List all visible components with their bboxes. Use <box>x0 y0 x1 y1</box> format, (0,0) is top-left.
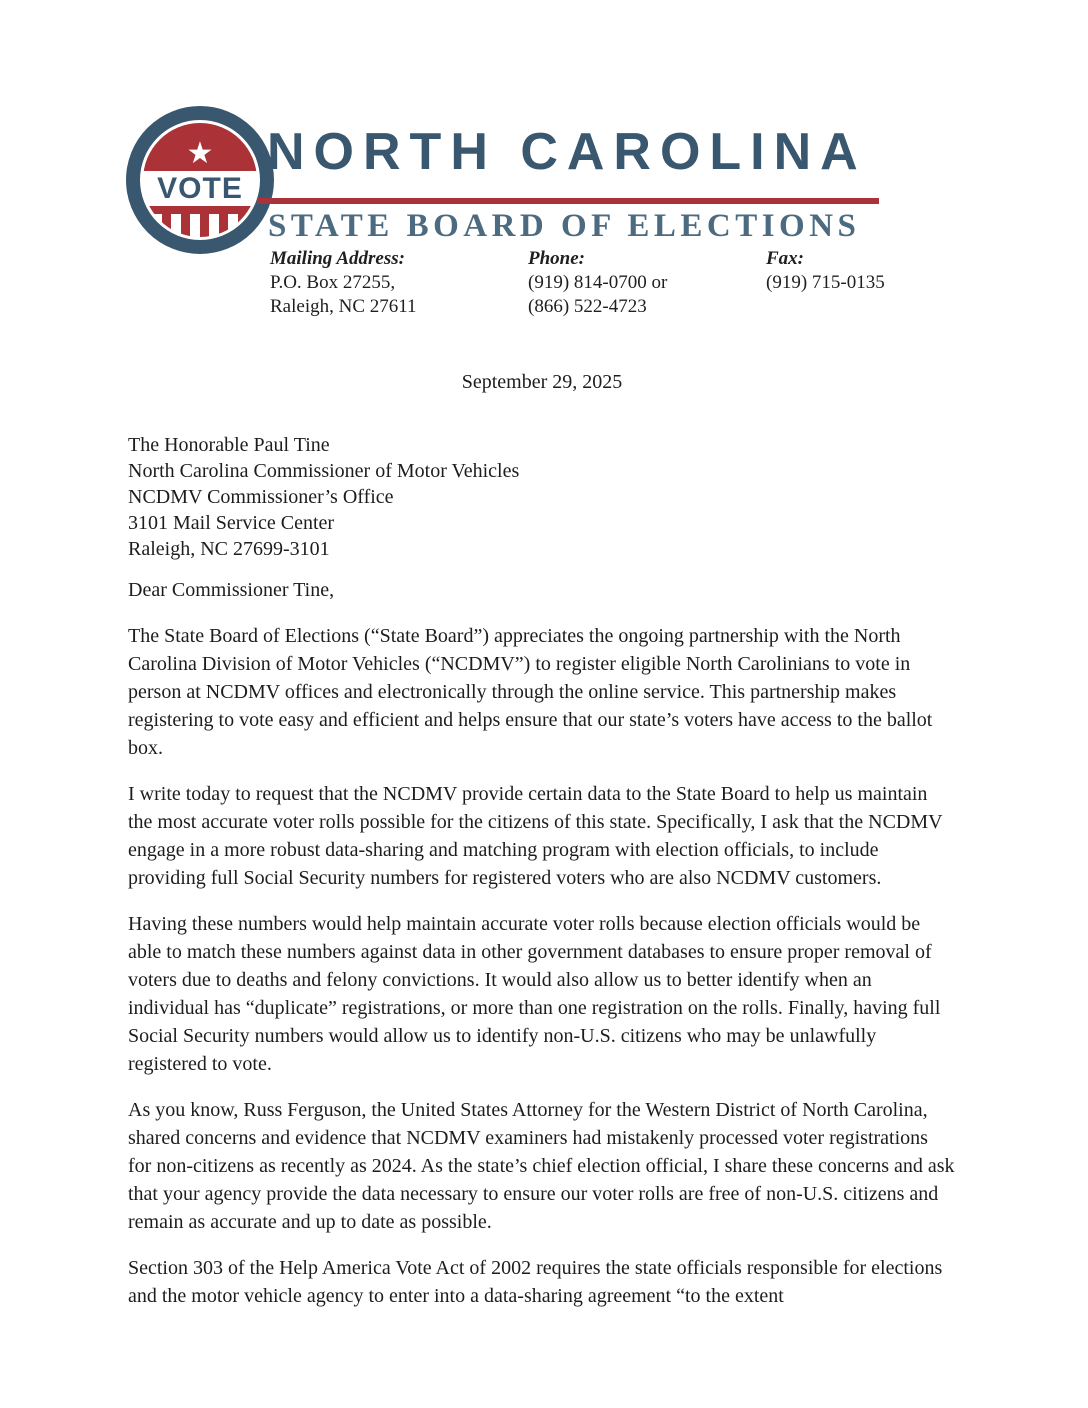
letter-date: September 29, 2025 <box>461 371 623 393</box>
mailing-address-label: Mailing Address: <box>270 248 405 269</box>
mailing-address-line: P.O. Box 27255, <box>270 272 396 293</box>
paragraph-5: Section 303 of the Help America Vote Act of 2002 requires the state officials responsible for elections and the motor vehicle agency to enter into a data-sharing agreement “to the extent <box>128 1257 943 1307</box>
salutation: Dear Commissioner Tine, <box>128 579 335 601</box>
mailing-address-line: Raleigh, NC 27611 <box>270 296 417 317</box>
paragraph-1: The State Board of Elections (“State Board”) appreciates the ongoing partnership with the North Carolina Division of Motor Vehicles (“NCDMV”) to register eligible North Carolinians to vote in person at NCDMV offices and electronically through the online service. This partnership makes registering to vote easy and efficient and helps ensure that our state’s voters have access to the ballot box. <box>128 625 933 759</box>
phone-number-line: (919) 814-0700 or <box>528 272 668 293</box>
vote-badge-top-arch <box>143 123 257 171</box>
vertical-stripes <box>143 214 257 237</box>
vote-badge-stripes <box>143 206 257 237</box>
recipient-name: The Honorable Paul Tine <box>128 434 330 456</box>
recipient-address <box>128 432 956 562</box>
letter-body <box>128 370 956 1328</box>
org-name: NORTH CAROLINA <box>267 123 867 181</box>
star-icon: ★ <box>186 136 214 171</box>
contact-fax <box>766 247 885 295</box>
recipient-street: 3101 Mail Service Center <box>128 512 335 534</box>
paragraph-3: Having these numbers would help maintain accurate voter rolls because election officials would be able to match these numbers against data in other government databases to ensure proper removal of voters due to deaths and felony convictions. It would also allow us to better identify when an individual has “duplicate” registrations, or more than one registration on the rolls. Finally, having full Social Security numbers would allow us to identify non-U.S. citizens who may be unlawfully registered to vote. <box>128 913 941 1075</box>
org-subtitle: STATE BOARD OF ELECTIONS <box>268 208 861 244</box>
recipient-office: NCDMV Commissioner’s Office <box>128 486 394 508</box>
recipient-title: North Carolina Commissioner of Motor Vehicles <box>128 460 520 482</box>
fax-label: Fax: <box>766 248 804 269</box>
contact-mailing-address <box>270 247 417 319</box>
vote-badge-inner <box>143 123 257 237</box>
paragraph-2: I write today to request that the NCDMV provide certain data to the State Board to help us maintain the most accurate voter rolls possible for the citizens of this state. Specifically, I ask that the NCDMV engage in a more robust data-sharing and matching program with election officials, to include providing full Social Security numbers for registered voters who are also NCDMV customers. <box>128 783 943 889</box>
recipient-city-state-zip: Raleigh, NC 27699-3101 <box>128 538 330 560</box>
contact-phone <box>528 247 667 319</box>
letterhead <box>0 0 1088 330</box>
stripe-bar <box>143 206 257 214</box>
paragraph-4: As you know, Russ Ferguson, the United States Attorney for the Western District of North Carolina, shared concerns and evidence that NCDMV examiners had mistakenly processed voter registrations for non-citizens as recently as 2024. As the state’s chief election official, I share these concerns and ask that your agency provide the data necessary to ensure our voter rolls are free of non-U.S. citizens and remain as accurate and up to date as possible. <box>128 1099 955 1233</box>
fax-number-line: (919) 715-0135 <box>766 272 885 293</box>
red-divider <box>257 198 879 204</box>
vote-badge-text: VOTE <box>143 171 257 206</box>
phone-number-line: (866) 522-4723 <box>528 296 647 317</box>
vote-badge-logo <box>126 106 274 254</box>
phone-label: Phone: <box>528 248 585 269</box>
